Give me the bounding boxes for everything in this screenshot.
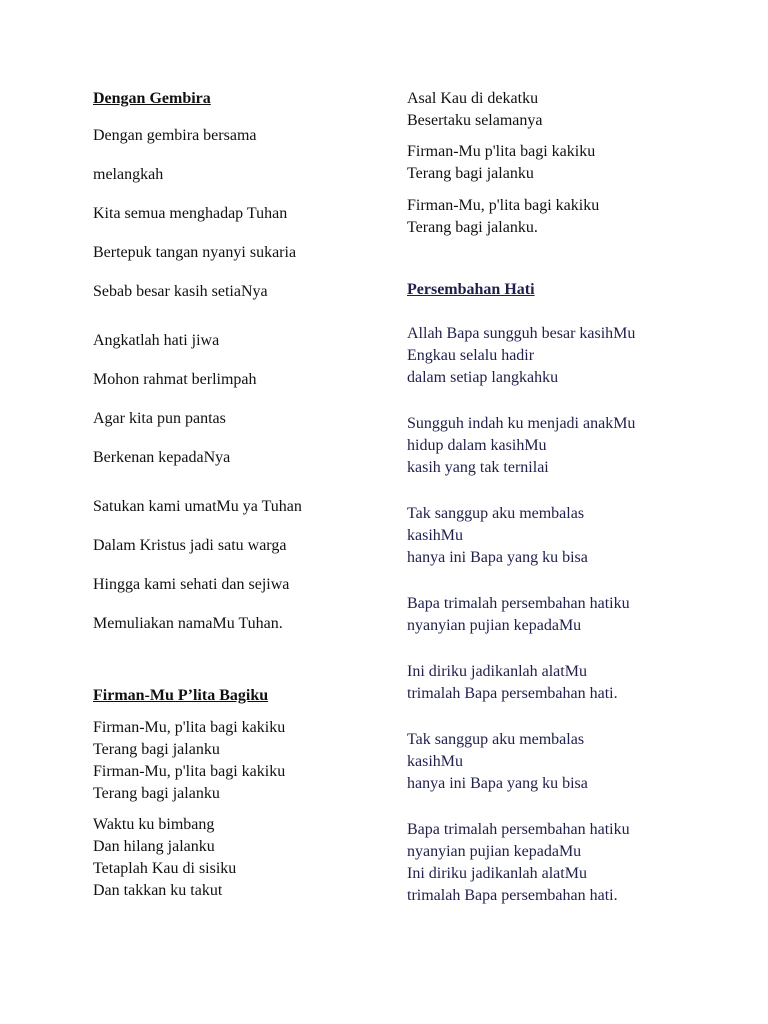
lyric-line: Dengan gembira bersama [93,127,257,144]
lyric-line: Besertaku selamanya [407,112,543,129]
lyric-line: dalam setiap langkahku [407,369,559,386]
lyric-line: nyanyian pujian kepadaMu [407,617,582,634]
lyric-line: Allah Bapa sungguh besar kasihMu [407,325,636,342]
lyric-line: Terang bagi jalanku [93,785,220,802]
lyric-line: Waktu ku bimbang [93,816,215,833]
song-verse [93,717,383,805]
song-verse [93,487,383,643]
lyric-line: Terang bagi jalanku. [407,219,538,236]
song-verse [407,323,707,389]
song-verse [407,195,707,239]
lyric-line: Firman-Mu p'lita bagi kakiku [407,143,596,160]
song-verse [407,141,707,185]
song-verse [407,413,707,479]
lyric-line: Angkatlah hati jiwa [93,332,220,349]
lyric-line: hidup dalam kasihMu [407,437,547,454]
lyric-line: kasihMu [407,753,463,770]
lyric-line: Firman-Mu, p'lita bagi kakiku [93,763,286,780]
lyric-line: Asal Kau di dekatku [407,90,539,107]
song-verse [407,729,707,795]
lyric-line: Firman-Mu, p'lita bagi kakiku [407,197,600,214]
lyric-line: Tak sanggup aku membalas [407,505,585,522]
right-column [407,88,707,907]
lyric-line: Sungguh indah ku menjadi anakMu [407,415,636,432]
song-verse [93,116,383,311]
song-verse [407,503,707,569]
song-verse [93,814,383,902]
song-verse [407,593,707,637]
lyric-line: hanya ini Bapa yang ku bisa [407,549,588,566]
lyric-line: Agar kita pun pantas [93,410,226,427]
lyric-line: nyanyian pujian kepadaMu [407,843,582,860]
lyric-line: Satukan kami umatMu ya Tuhan [93,498,302,515]
song-title: Dengan Gembira [93,90,211,107]
lyric-line: Tak sanggup aku membalas [407,731,585,748]
lyric-line: kasih yang tak ternilai [407,459,549,476]
lyric-line: Bapa trimalah persembahan hatiku [407,595,630,612]
lyric-line: Ini diriku jadikanlah alatMu [407,663,587,680]
lyric-line: melangkah [93,166,164,183]
lyric-line: trimalah Bapa persembahan hati. [407,685,618,702]
song-title: Firman-Mu P’lita Bagiku [93,687,269,704]
lyric-line: Terang bagi jalanku [407,165,534,182]
lyric-line: trimalah Bapa persembahan hati. [407,887,618,904]
song-verse [407,88,707,132]
lyric-line: Ini diriku jadikanlah alatMu [407,865,587,882]
lyric-line: Dan takkan ku takut [93,882,223,899]
song-verse [407,661,707,705]
lyric-line: Memuliakan namaMu Tuhan. [93,615,283,632]
lyric-line: Engkau selalu hadir [407,347,535,364]
lyric-line: Berkenan kepadaNya [93,449,231,466]
lyric-line: Hingga kami sehati dan sejiwa [93,576,290,593]
song-title: Persembahan Hati [407,281,535,298]
lyric-line: Firman-Mu, p'lita bagi kakiku [93,719,286,736]
lyric-line: Dan hilang jalanku [93,838,215,855]
lyric-line: Tetaplah Kau di sisiku [93,860,237,877]
song-verse [407,819,707,907]
lyric-line: Dalam Kristus jadi satu warga [93,537,287,554]
lyric-line: Mohon rahmat berlimpah [93,371,257,388]
lyric-line: kasihMu [407,527,463,544]
lyric-line: Bertepuk tangan nyanyi sukaria [93,244,297,261]
lyric-line: Kita semua menghadap Tuhan [93,205,288,222]
lyric-line: hanya ini Bapa yang ku bisa [407,775,588,792]
lyric-line: Terang bagi jalanku [93,741,220,758]
song-verse [93,321,383,477]
lyric-line: Sebab besar kasih setiaNya [93,283,268,300]
left-column [93,88,383,902]
lyric-line: Bapa trimalah persembahan hatiku [407,821,630,838]
